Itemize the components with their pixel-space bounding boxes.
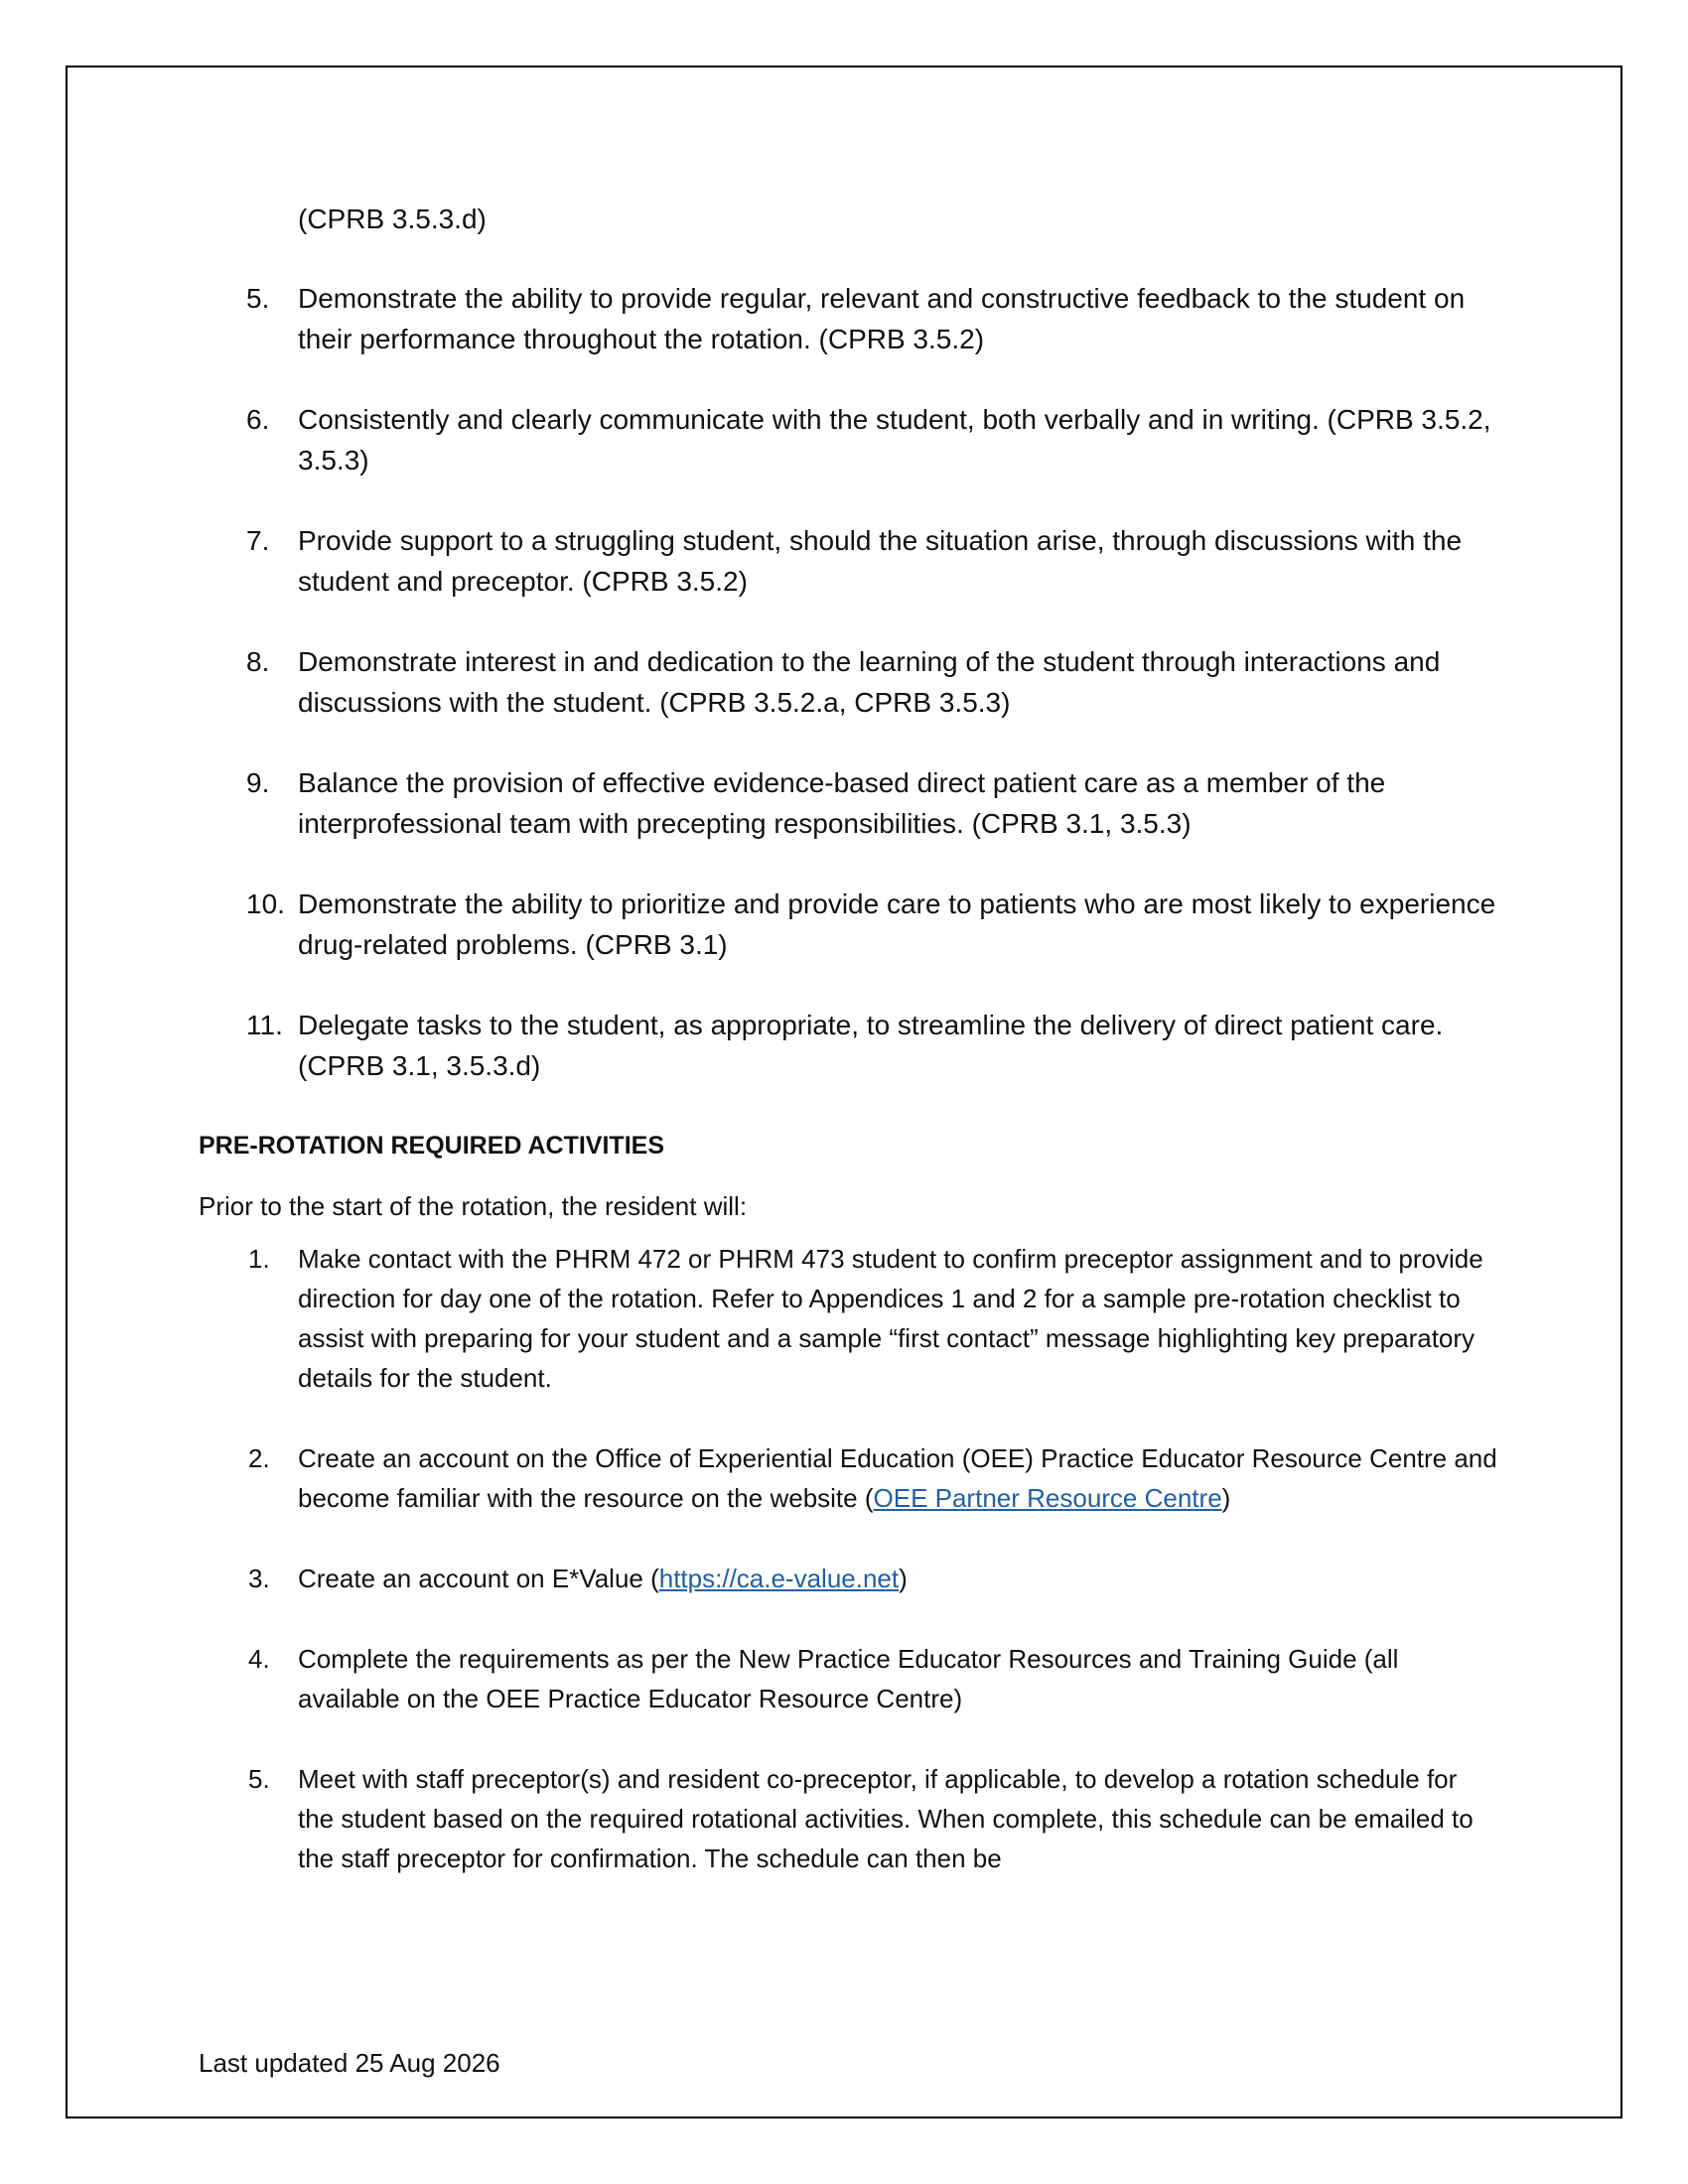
list-item <box>199 1005 1499 1086</box>
item-text: Balance the provision of effective evidence-based direct patient care as a member of the interprofessional team with precepting responsibilities. (CPRB 3.1, 3.5.3) <box>298 767 1386 839</box>
oee-partner-resource-centre-link[interactable]: OEE Partner Resource Centre <box>873 1483 1222 1513</box>
item-text: Consistently and clearly communicate with the student, both verbally and in writing. (CPRB 3.5.2, 3.5.3) <box>298 404 1491 476</box>
document-body <box>199 199 1499 1919</box>
item-text: Delegate tasks to the student, as appropriate, to streamline the delivery of direct patient care. (CPRB 3.1, 3.5.3.d) <box>298 1010 1444 1081</box>
footer-last-updated: Last updated 25 Aug 2026 <box>199 2048 500 2078</box>
item-text: Meet with staff preceptor(s) and resident co-preceptor, if applicable, to develop a rotation schedule for the student based on the required rotational activities. When complete, this schedule can be emailed to the staff preceptor for confirmation. The schedule can then be <box>298 1764 1474 1873</box>
item-number: 8. <box>246 646 270 677</box>
section-heading: PRE-ROTATION REQUIRED ACTIVITIES <box>199 1132 664 1160</box>
item-text: Provide support to a struggling student, should the situation arise, through discussions with the student and preceptor. (CPRB 3.5.2) <box>298 525 1463 597</box>
list-item <box>199 1438 1499 1518</box>
list-item <box>199 641 1499 723</box>
item-number: 1. <box>248 1244 270 1274</box>
list-item <box>199 1559 1499 1598</box>
item-number: 9. <box>246 767 270 798</box>
list-item <box>199 1239 1499 1398</box>
activities-list <box>199 1239 1499 1878</box>
item-text: Demonstrate the ability to prioritize and provide care to patients who are most likely to experience drug-related problems. (CPRB 3.1) <box>298 888 1496 960</box>
item-number: 4. <box>248 1644 270 1674</box>
e-value-link[interactable]: https://ca.e-value.net <box>658 1564 900 1593</box>
item-text: Demonstrate the ability to provide regular, relevant and constructive feedback to the student on their performance throughout the rotation. (CPRB 3.5.2) <box>298 283 1466 354</box>
list-item <box>199 399 1499 480</box>
item-number: 7. <box>246 525 270 556</box>
item-number: 6. <box>246 404 270 435</box>
item-text: Complete the requirements as per the New Practice Educator Resources and Training Guide (all available on the OEE Practice Educator Resource Centre) <box>298 1644 1399 1713</box>
item-text-suffix: ) <box>899 1564 908 1593</box>
item-text-suffix: ) <box>1221 1483 1231 1513</box>
list-item <box>199 1639 1499 1718</box>
section-intro: Prior to the start of the rotation, the resident will: <box>199 1191 748 1221</box>
list-item <box>199 1759 1499 1878</box>
item-text: Make contact with the PHRM 472 or PHRM 473 student to confirm preceptor assignment and to provide direction for day one of the rotation. Refer to Appendices 1 and 2 for a sample pre-rotation checklist to assist with preparing for your student and a sample “first contact” message highlighting key preparatory details for the student. <box>298 1244 1483 1393</box>
list-item <box>199 520 1499 602</box>
list-item <box>199 278 1499 359</box>
item-number: 5. <box>246 283 270 314</box>
continued-reference: (CPRB 3.5.3.d) <box>298 204 487 234</box>
item-text: Create an account on E*Value ( <box>298 1564 659 1593</box>
list-item <box>199 884 1499 965</box>
item-text: Demonstrate interest in and dedication to the learning of the student through interactions and discussions with the student. (CPRB 3.5.2.a, CPRB 3.5.3) <box>298 646 1441 718</box>
item-number: 11. <box>246 1010 283 1040</box>
objectives-list <box>199 278 1499 1086</box>
item-number: 5. <box>248 1764 270 1794</box>
item-text: Create an account on the Office of Experiential Education (OEE) Practice Educator Resource Centre and become familiar with the resource on the website ( <box>298 1443 1497 1513</box>
item-number: 3. <box>248 1564 270 1593</box>
list-item <box>199 762 1499 844</box>
item-number: 10. <box>246 888 285 919</box>
item-number: 2. <box>248 1443 270 1473</box>
